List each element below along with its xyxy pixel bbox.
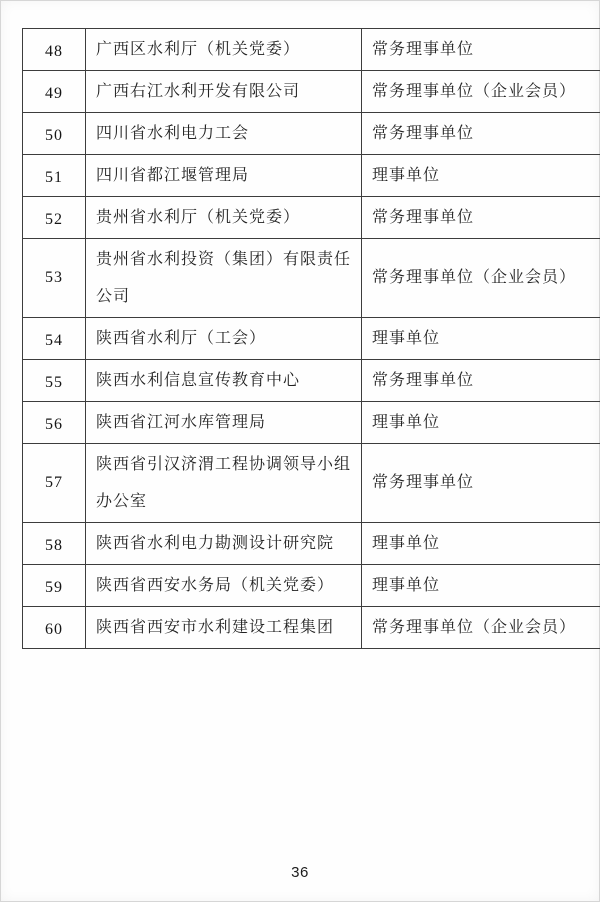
member-type: 常务理事单位 <box>362 113 600 155</box>
member-type: 理事单位 <box>362 565 600 607</box>
row-number: 56 <box>23 402 86 444</box>
member-type: 理事单位 <box>362 402 600 444</box>
row-number: 53 <box>23 239 86 318</box>
member-type: 常务理事单位（企业会员） <box>362 71 600 113</box>
table-row <box>23 155 600 197</box>
row-number: 51 <box>23 155 86 197</box>
member-type: 常务理事单位（企业会员） <box>362 607 600 649</box>
member-type: 理事单位 <box>362 523 600 565</box>
member-type: 常务理事单位 <box>362 29 600 71</box>
table-row <box>23 197 600 239</box>
member-type: 理事单位 <box>362 155 600 197</box>
member-type: 理事单位 <box>362 318 600 360</box>
member-type: 常务理事单位 <box>362 197 600 239</box>
member-table <box>22 28 600 649</box>
row-number: 50 <box>23 113 86 155</box>
member-type: 常务理事单位（企业会员） <box>362 239 600 318</box>
org-name: 贵州省水利厅（机关党委） <box>86 197 362 239</box>
row-number: 59 <box>23 565 86 607</box>
org-name: 陕西省江河水库管理局 <box>86 402 362 444</box>
org-name: 陕西省水利电力勘测设计研究院 <box>86 523 362 565</box>
member-type: 常务理事单位 <box>362 444 600 523</box>
table-row <box>23 71 600 113</box>
org-name: 四川省水利电力工会 <box>86 113 362 155</box>
row-number: 55 <box>23 360 86 402</box>
table-row <box>23 444 600 523</box>
row-number: 60 <box>23 607 86 649</box>
org-name: 四川省都江堰管理局 <box>86 155 362 197</box>
table-row <box>23 239 600 318</box>
org-name: 贵州省水利投资（集团）有限责任公司 <box>86 239 362 318</box>
table-row <box>23 29 600 71</box>
org-name: 陕西省水利厅（工会） <box>86 318 362 360</box>
table-row <box>23 607 600 649</box>
org-name: 广西右江水利开发有限公司 <box>86 71 362 113</box>
org-name: 陕西省西安水务局（机关党委） <box>86 565 362 607</box>
row-number: 54 <box>23 318 86 360</box>
org-name: 广西区水利厅（机关党委） <box>86 29 362 71</box>
org-name: 陕西水利信息宣传教育中心 <box>86 360 362 402</box>
table-row <box>23 113 600 155</box>
table-row <box>23 523 600 565</box>
row-number: 58 <box>23 523 86 565</box>
table-row <box>23 318 600 360</box>
table-row <box>23 360 600 402</box>
row-number: 52 <box>23 197 86 239</box>
page-number: 36 <box>291 864 309 881</box>
member-type: 常务理事单位 <box>362 360 600 402</box>
row-number: 57 <box>23 444 86 523</box>
org-name: 陕西省西安市水利建设工程集团 <box>86 607 362 649</box>
row-number: 48 <box>23 29 86 71</box>
table-row <box>23 565 600 607</box>
row-number: 49 <box>23 71 86 113</box>
org-name: 陕西省引汉济渭工程协调领导小组办公室 <box>86 444 362 523</box>
table-row <box>23 402 600 444</box>
